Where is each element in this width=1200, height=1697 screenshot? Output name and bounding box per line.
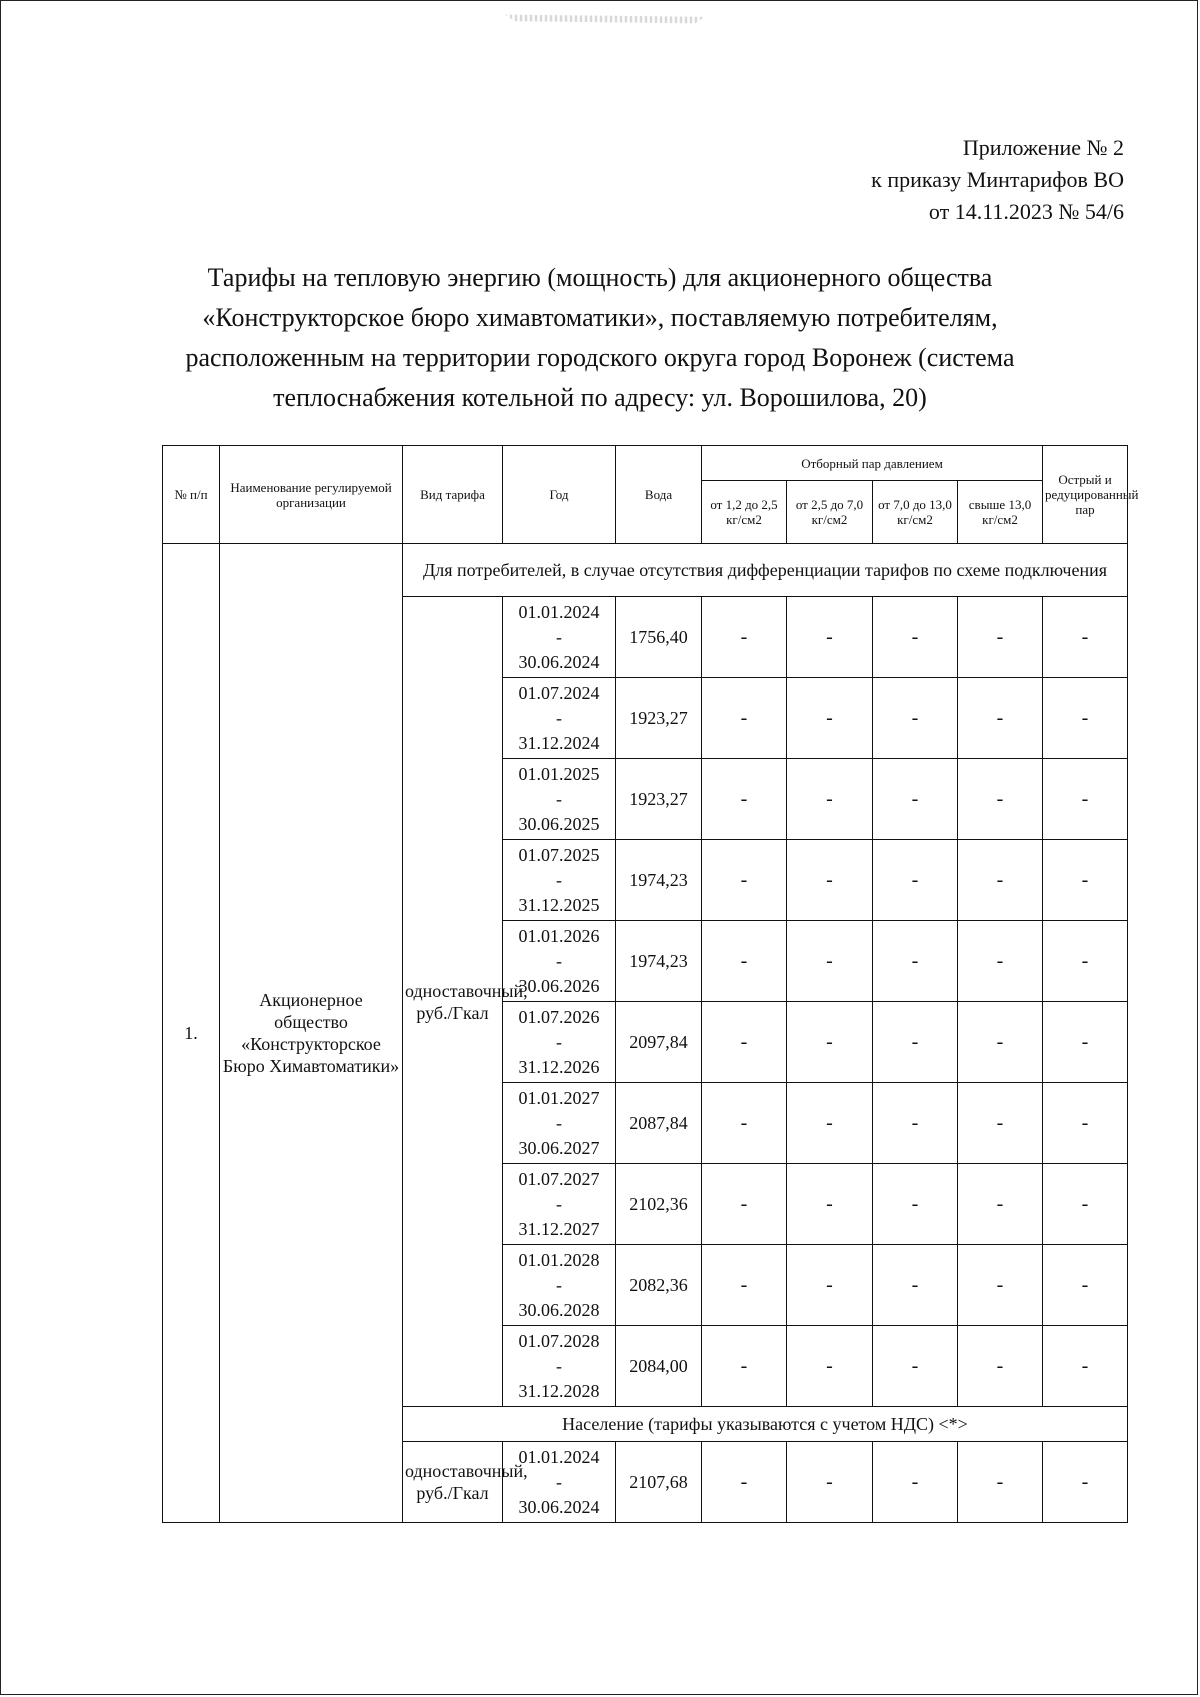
steam-tariff-cell-s5: - [1043,597,1128,678]
steam-tariff-cell-s2: - [787,1083,873,1164]
steam-tariff-cell-s1: - [702,1002,787,1083]
tariff-type-cell: одноставочный, руб./Гкал [403,597,503,1407]
period-from: 01.01.2024 [518,601,600,622]
steam-tariff-cell-s5: - [1043,921,1128,1002]
appendix-line-1: Приложение № 2 [962,135,1124,160]
steam-tariff-cell-s3: - [873,1002,958,1083]
steam-tariff-cell-s3: - [873,597,958,678]
steam-tariff-cell-s2: - [787,840,873,921]
steam-tariff-cell-s1: - [702,840,787,921]
period-to: 31.12.2024 [518,732,600,753]
period-cell [503,1442,616,1523]
steam-tariff-cell-s3: - [873,1442,958,1523]
steam-tariff-cell-s1: - [702,1245,787,1326]
tariff-type-cell: одноставочный, руб./Гкал [403,1442,503,1523]
steam-tariff-cell-s2: - [787,1326,873,1407]
row-number: 1. [163,544,220,1523]
period-from: 01.01.2024 [518,1446,600,1467]
water-tariff-cell: 1756,40 [616,597,702,678]
period-cell [503,1245,616,1326]
steam-tariff-cell-s5: - [1043,1002,1128,1083]
water-tariff-cell: 2107,68 [616,1442,702,1523]
title-line-1: Тарифы на тепловую энергию (мощность) для акционерного общества [207,263,993,292]
period-sep: - [556,1112,562,1133]
table-body [163,544,1128,1523]
period-from: 01.07.2027 [518,1168,600,1189]
header-steam-1: от 1,2 до 2,5 кг/см2 [702,481,787,544]
steam-tariff-cell-s2: - [787,759,873,840]
header-steam-2: от 2,5 до 7,0 кг/см2 [787,481,873,544]
period-cell [503,597,616,678]
period-to: 31.12.2025 [518,894,600,915]
steam-tariff-cell-s2: - [787,921,873,1002]
steam-tariff-cell-s1: - [702,1442,787,1523]
period-sep: - [556,707,562,728]
steam-tariff-cell-s5: - [1043,840,1128,921]
steam-tariff-cell-s3: - [873,1083,958,1164]
steam-tariff-cell-s4: - [958,1002,1043,1083]
steam-tariff-cell-s3: - [873,1326,958,1407]
steam-tariff-cell-s3: - [873,840,958,921]
water-tariff-cell: 1923,27 [616,678,702,759]
header-steam-4: свыше 13,0 кг/см2 [958,481,1043,544]
section-general: Для потребителей, в случае отсутствия дифференциации тарифов по схеме подключения [403,544,1128,597]
steam-tariff-cell-s1: - [702,759,787,840]
period-to: 30.06.2028 [518,1299,600,1320]
period-from: 01.07.2028 [518,1330,600,1351]
period-cell [503,678,616,759]
period-cell [503,840,616,921]
tariff-table [162,445,1139,1523]
steam-tariff-cell-s1: - [702,597,787,678]
period-to: 31.12.2027 [518,1218,600,1239]
water-tariff-cell: 1974,23 [616,840,702,921]
steam-tariff-cell-s5: - [1043,1164,1128,1245]
steam-tariff-cell-s3: - [873,759,958,840]
steam-tariff-cell-s4: - [958,597,1043,678]
water-tariff-cell: 2097,84 [616,1002,702,1083]
header-steam-3: от 7,0 до 13,0 кг/см2 [873,481,958,544]
steam-tariff-cell-s2: - [787,678,873,759]
period-sep: - [556,1274,562,1295]
period-to: 30.06.2026 [518,975,600,996]
period-sep: - [556,1193,562,1214]
period-from: 01.01.2027 [518,1087,600,1108]
steam-tariff-cell-s5: - [1043,1083,1128,1164]
period-to: 30.06.2027 [518,1137,600,1158]
steam-tariff-cell-s4: - [958,1326,1043,1407]
steam-tariff-cell-s5: - [1043,1442,1128,1523]
period-to: 31.12.2026 [518,1056,600,1077]
period-to: 30.06.2024 [518,1496,600,1517]
period-cell [503,1326,616,1407]
period-from: 01.01.2025 [518,763,600,784]
period-sep: - [556,1471,562,1492]
steam-tariff-cell-s2: - [787,1442,873,1523]
steam-tariff-cell-s3: - [873,678,958,759]
period-from: 01.07.2025 [518,844,600,865]
steam-tariff-cell-s2: - [787,1002,873,1083]
steam-tariff-cell-s4: - [958,1245,1043,1326]
steam-tariff-cell-s1: - [702,1083,787,1164]
period-sep: - [556,869,562,890]
water-tariff-cell: 2102,36 [616,1164,702,1245]
steam-tariff-cell-s4: - [958,840,1043,921]
steam-tariff-cell-s4: - [958,921,1043,1002]
steam-tariff-cell-s2: - [787,1245,873,1326]
period-to: 30.06.2024 [518,651,600,672]
period-from: 01.07.2026 [518,1006,600,1027]
steam-tariff-cell-s1: - [702,1326,787,1407]
period-sep: - [556,1031,562,1052]
header-tariff-type: Вид тарифа [403,446,503,544]
steam-tariff-cell-s4: - [958,1083,1043,1164]
period-to: 31.12.2028 [518,1380,600,1401]
title-line-4: теплоснабжения котельной по адресу: ул. Ворошилова, 20) [273,383,927,412]
steam-tariff-cell-s4: - [958,1164,1043,1245]
header-num: № п/п [163,446,220,544]
steam-tariff-cell-s5: - [1043,1326,1128,1407]
header-org: Наименование регулируемой организации [220,446,403,544]
title-line-3: расположенным на территории городского округа город Воронеж (система [185,343,1015,372]
period-from: 01.01.2028 [518,1249,600,1270]
steam-tariff-cell-s4: - [958,678,1043,759]
water-tariff-cell: 1974,23 [616,921,702,1002]
water-tariff-cell: 1923,27 [616,759,702,840]
steam-tariff-cell-s1: - [702,1164,787,1245]
period-from: 01.07.2024 [518,682,600,703]
steam-tariff-cell-s3: - [873,921,958,1002]
document-title [150,258,1050,418]
steam-tariff-cell-s5: - [1043,1245,1128,1326]
period-sep: - [556,788,562,809]
steam-tariff-cell-s5: - [1043,759,1128,840]
period-sep: - [556,626,562,647]
steam-tariff-cell-s1: - [702,678,787,759]
steam-tariff-cell-s3: - [873,1245,958,1326]
steam-tariff-cell-s3: - [873,1164,958,1245]
water-tariff-cell: 2084,00 [616,1326,702,1407]
steam-tariff-cell-s4: - [958,759,1043,840]
org-name: Акционерное общество «Конструкторское Бюро Химавтоматики» [220,544,403,1523]
water-tariff-cell: 2082,36 [616,1245,702,1326]
header-water: Вода [616,446,702,544]
header-steam-group: Отборный пар давлением [702,446,1043,481]
period-from: 01.01.2026 [518,925,600,946]
steam-tariff-cell-s2: - [787,1164,873,1245]
period-cell [503,1164,616,1245]
period-cell [503,1083,616,1164]
period-sep: - [556,1355,562,1376]
appendix-line-2: к приказу Минтарифов ВО [871,167,1124,192]
steam-tariff-cell-s1: - [702,921,787,1002]
header-sharp-steam: Острый и редуцированный пар [1043,446,1128,544]
appendix-line-3: от 14.11.2023 № 54/6 [928,199,1124,224]
water-tariff-cell: 2087,84 [616,1083,702,1164]
header-year: Год [503,446,616,544]
appendix-header [871,132,1124,228]
title-line-2: «Конструкторское бюро химавтоматики», поставляемую потребителям, [202,303,998,332]
section-population: Население (тарифы указываются с учетом НДС) <*> [403,1407,1128,1442]
steam-tariff-cell-s2: - [787,597,873,678]
tariff-table-wrap [162,445,1139,1523]
period-to: 30.06.2025 [518,813,600,834]
period-sep: - [556,950,562,971]
steam-tariff-cell-s4: - [958,1442,1043,1523]
period-cell [503,1002,616,1083]
period-cell [503,921,616,1002]
period-cell [503,759,616,840]
steam-tariff-cell-s5: - [1043,678,1128,759]
